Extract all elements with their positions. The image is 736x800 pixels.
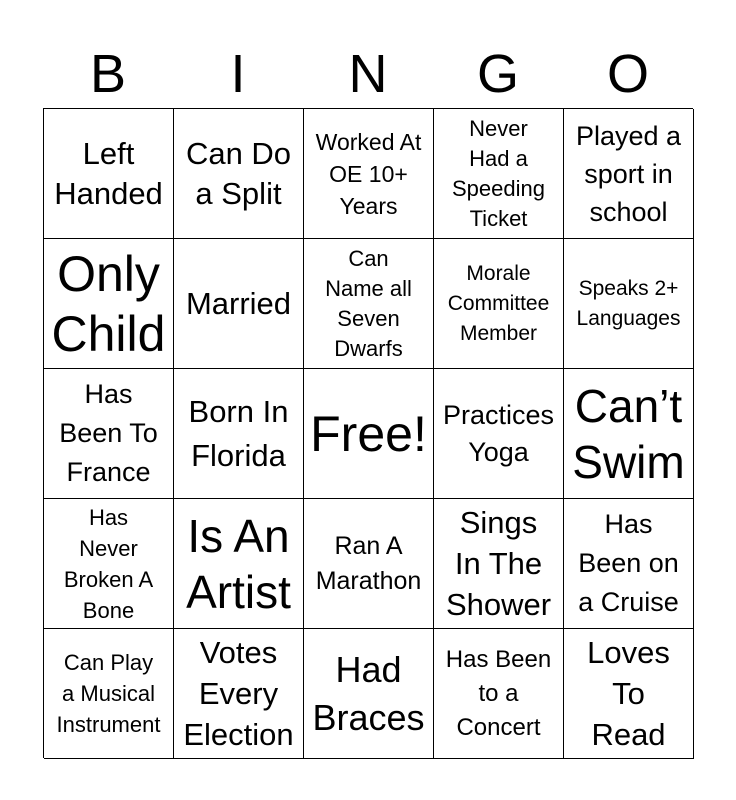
header-letter-o: O	[606, 44, 649, 104]
bingo-cell[interactable]	[434, 629, 564, 759]
bingo-cell[interactable]	[564, 109, 694, 239]
bingo-cell-text: Played a sport in school	[575, 120, 682, 227]
header-letter-b: B	[89, 44, 127, 104]
bingo-cell-text: Left Handed	[54, 135, 163, 211]
header-letter-n: N	[348, 44, 388, 104]
bingo-cell[interactable]	[44, 629, 174, 759]
bingo-cell[interactable]	[564, 369, 694, 499]
bingo-cell[interactable]	[304, 499, 434, 629]
header-letter-i: I	[230, 44, 246, 104]
bingo-cell-text: Can Do a Split	[185, 135, 292, 211]
bingo-cell-text: Votes Every Election	[183, 635, 294, 752]
bingo-cell[interactable]	[174, 629, 304, 759]
bingo-cell[interactable]	[174, 369, 304, 499]
bingo-cell-text: Born In Florida	[188, 393, 289, 473]
bingo-cell-text: Practices Yoga	[442, 399, 555, 467]
bingo-cell-text: Morale Committee Member	[447, 261, 550, 345]
bingo-grid	[43, 108, 693, 758]
bingo-cell[interactable]	[174, 239, 304, 369]
bingo-header	[43, 40, 693, 108]
bingo-cell-text: Is An Artist	[186, 509, 291, 618]
bingo-cell[interactable]	[304, 369, 434, 499]
bingo-cell-text: Married	[185, 285, 292, 321]
bingo-cell-text: Can Play a Musical Instrument	[56, 650, 161, 737]
bingo-cell[interactable]	[434, 109, 564, 239]
bingo-cell[interactable]	[174, 109, 304, 239]
bingo-cell-text: Has Been To France	[59, 379, 158, 487]
bingo-cell[interactable]	[434, 369, 564, 499]
bingo-cell[interactable]	[304, 109, 434, 239]
bingo-cell-text: Free!	[310, 405, 427, 462]
bingo-cell-text: Can Name all Seven Dwarfs	[325, 245, 412, 361]
bingo-cell-text: Never Had a Speeding Ticket	[452, 115, 545, 231]
bingo-cell-text: Ran A Marathon	[315, 531, 422, 595]
bingo-cell[interactable]	[44, 369, 174, 499]
bingo-cell[interactable]	[44, 499, 174, 629]
bingo-cell[interactable]	[564, 239, 694, 369]
bingo-cell-text: Can’t Swim	[572, 379, 685, 488]
bingo-cell-text: Had Braces	[312, 648, 425, 738]
bingo-cell[interactable]	[304, 239, 434, 369]
bingo-cell-text: Has Been on a Cruise	[578, 509, 679, 617]
bingo-cell-text: Only Child	[51, 245, 166, 362]
bingo-cell-text: Loves To Read	[587, 635, 670, 752]
bingo-cell-text: Sings In The Shower	[445, 505, 552, 622]
header-letter-g: G	[476, 44, 519, 104]
bingo-cell[interactable]	[434, 239, 564, 369]
bingo-cell-text: Speaks 2+ Languages	[576, 276, 681, 330]
bingo-cell[interactable]	[564, 499, 694, 629]
bingo-cell[interactable]	[44, 239, 174, 369]
bingo-cell[interactable]	[44, 109, 174, 239]
bingo-cell-text: Has Been to a Concert	[445, 645, 552, 741]
bingo-cell-text: Worked At OE 10+ Years	[315, 128, 422, 219]
bingo-cell-text: Has Never Broken A Bone	[63, 504, 154, 623]
bingo-cell[interactable]	[434, 499, 564, 629]
bingo-cell[interactable]	[304, 629, 434, 759]
bingo-cell[interactable]	[174, 499, 304, 629]
bingo-cell[interactable]	[564, 629, 694, 759]
